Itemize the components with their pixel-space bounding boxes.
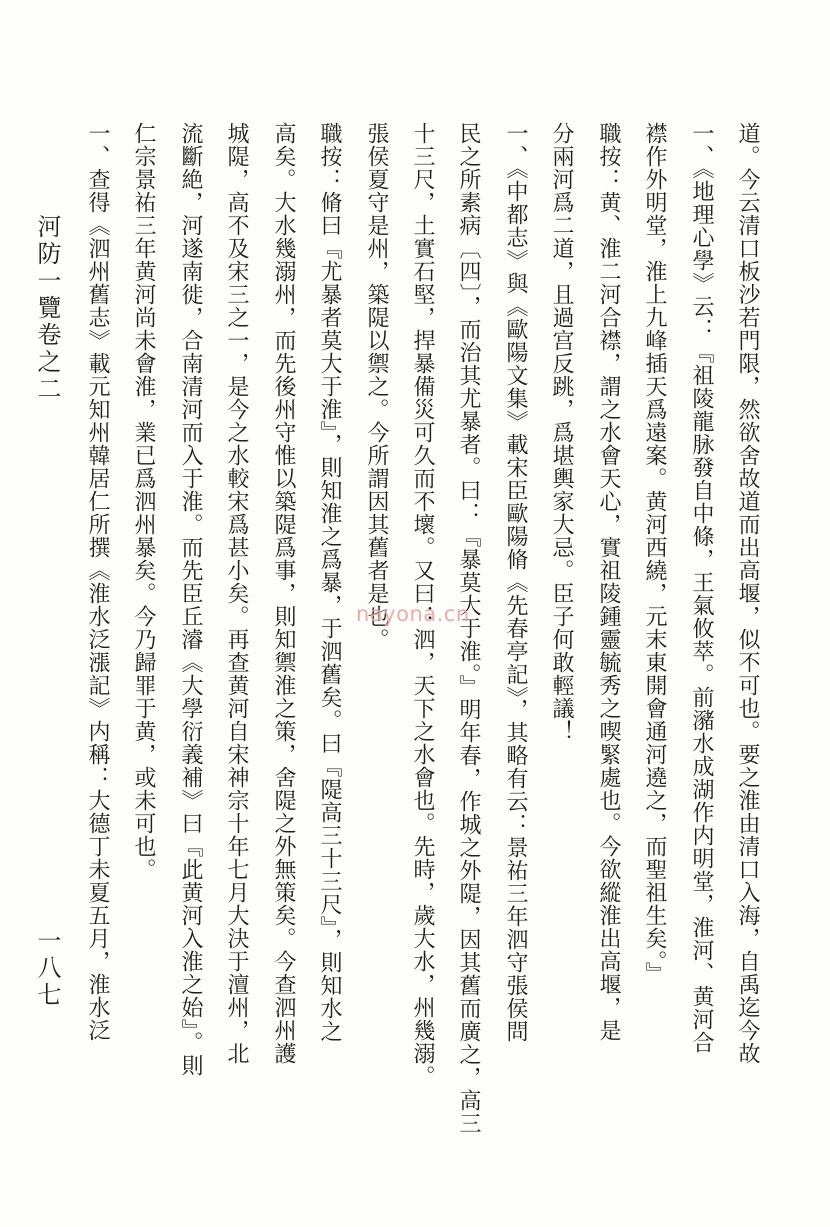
text-column-4: 職按：黄、淮二河合襟，謂之水會天心，實祖陵鍾靈毓秀之喫緊處也。今欲縱淮出高堰，是: [596, 122, 621, 1042]
text-column-3: 襟作外明堂，淮上九峰插天爲遠案。黄河西繞，元末東開會通河遶之，而聖祖生矣。』: [642, 122, 667, 985]
text-column-10: 職按：脩曰『尤暴者莫大于淮』，則知淮之爲暴，于泗舊矣。曰『隄高三十三尺』，則知水之: [317, 122, 342, 1043]
text-column-6: 一、《中都志》與《歐陽文集》載宋臣歐陽脩《先春亭記》，其略有云：景祐三年泗守張侯問: [503, 122, 528, 1043]
text-column-1: 道。今云清口板沙若門限，然欲舍故道而出高堰，似不可也。要之淮由清口入海，自禹迄今故: [735, 122, 760, 1065]
text-column-8: 十三尺，土實石堅，捍暴備災可久而不壞。又曰：泗，天下之水會也。先時，歲大水，州幾溺。: [410, 122, 435, 1088]
page-number: 一八七: [33, 928, 61, 1009]
text-column-9: 張侯夏守是州，築隄以禦之。今所謂因其舊者是也。: [364, 122, 389, 651]
text-column-12: 城隄，高不及宋三之一，是今之水較宋爲甚小矣。再查黄河自宋神宗十年七月大決于澶州，北: [224, 122, 249, 1065]
text-column-15: 一、查得《泗州舊志》載元知州韓居仁所撰《淮水泛漲記》内稱：大德丁未夏五月，淮水泛: [85, 122, 110, 1042]
text-column-11: 高矣。大水幾溺州，而先後州守惟以築隄爲事，則知禦淮之策，舍隄之外無策矣。今查泗州護: [271, 122, 296, 1065]
text-column-7: 民之所素病〔四〕，而治其尤暴者。曰：『暴莫大于淮。』明年春，作城之外隄，因其舊而廣之，高三: [456, 122, 481, 1135]
watermark: nayona.cn: [356, 602, 470, 626]
text-column-5: 分兩河爲二道，且過宫反跳，爲堪輿家大忌。臣子何敢輕議！: [549, 122, 574, 743]
running-head: 河防一覽卷之二: [33, 214, 61, 403]
text-column-13: 流斷絶，河遂南徙，合南清河而入于淮。而先臣丘濬《大學衍義補》曰『此黄河入淮之始』。則: [178, 122, 203, 1077]
text-column-2: 一、《地理心學》云：『祖陵龍脉發自中條，王氣攸萃。前瀦水成湖作内明堂，淮河、黄河合: [689, 122, 714, 1054]
text-column-14: 仁宗景祐三年黄河尚未會淮，業已爲泗州暴矣。今乃歸罪于黄，或未可也。: [131, 122, 156, 881]
